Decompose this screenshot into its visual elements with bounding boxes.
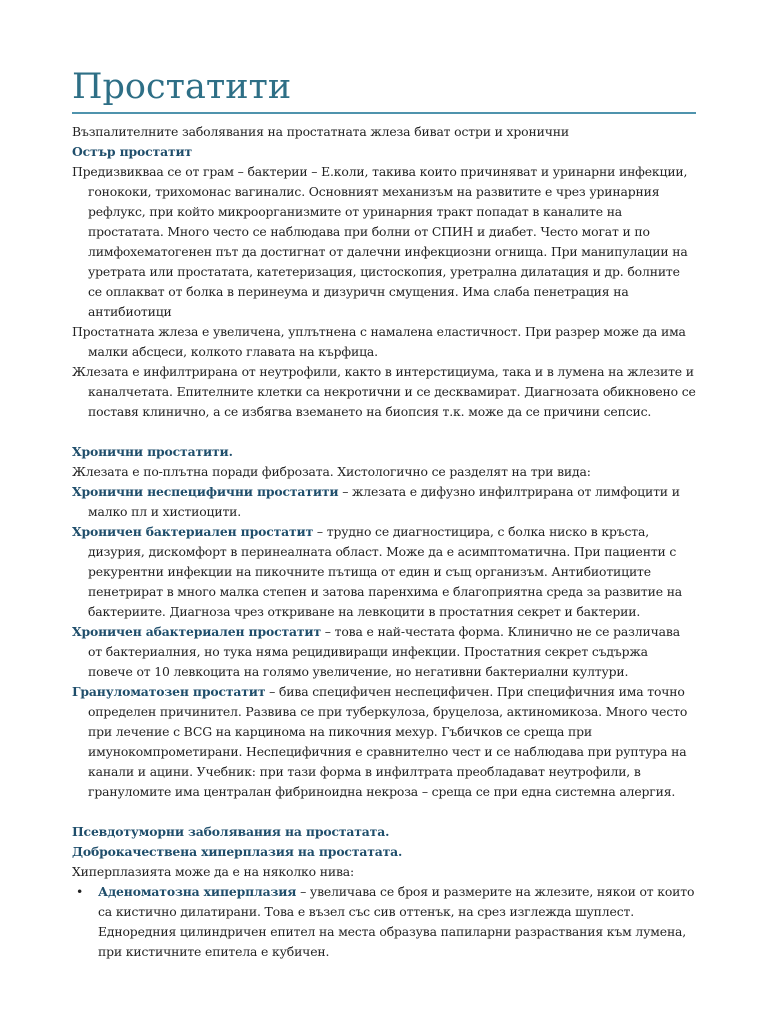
chronic-nonspecific-text: – жлезата е дифузно инфилтрирана от лимфоцити и малко пл и хистиоцити. [88,484,680,519]
chronic-abacterial-term: Хроничен абактериален простатит [72,624,321,639]
bph-intro: Хиперплазията може да е на няколко нива: [72,864,355,879]
hyperplasia-list [72,882,696,962]
granulomatous-term: Грануломатозен простатит [72,684,266,699]
intro-paragraph: Възпалителните заболявания на простатната жлеза биват остри и хронични [72,124,569,139]
chronic-intro: Жлезата е по-плътна поради фиброзата. Хистологично се разделят на три вида: [72,464,591,479]
page-title: Простатити [72,67,292,107]
section-spacer [72,422,696,442]
adenoma-term: Аденоматозна хиперплазия [98,884,297,899]
title-underline [72,112,696,114]
chronic-bacterial-paragraph [72,522,696,622]
chronic-nonspecific-paragraph [72,482,696,522]
list-item [72,882,696,962]
chronic-nonspecific-term: Хронични неспецифични простатити [72,484,339,499]
chronic-abacterial-paragraph [72,622,696,682]
acute-paragraph-3: Жлезата е инфилтрирана от неутрофили, както в интерстициума, така и в лумена на жлезите и каналчетата. Епителните клетки са некротични и се десквамират. Диагнозата обикновено се поставя клинично, а се избягва вземането на биопсия т.к. може да се причини сепсис. [72,364,696,419]
acute-heading: Остър простатит [72,144,193,159]
document-page [72,62,696,962]
pseudotumor-heading: Псевдотуморни заболявания на простатата. [72,824,390,839]
chronic-abacterial-text: – това е най-честата форма. Клинично не се различава от бактериалния, но тука няма рецидивиращи инфекции. Простатния секрет съдържа повече от 10 левкоцита на голямо увеличение, но негативни бактериални култури. [88,624,680,679]
chronic-bacterial-text: – трудно се диагностицира, с болка ниско в кръста, дизурия, дискомфорт в перинеалната област. Може да е асимптоматична. При пациенти с рекурентни инфекции на пикочните пътища от един и същ организъм. Антибиотиците пенетрират в много малка степен и затова паренхима е благоприятна среда за развитие на бактериите. Диагноза чрез откриване на левкоцити в простатния секрет и бактерии. [88,524,683,619]
acute-paragraph-1: Предизвикваа се от грам – бактерии – Е.коли, такива които причиняват и уринарни инфекции, гонококи, трихомонас вагиналис. Основният механизъм на развитите е чрез уринарния рефлукс, при който микроорганизмите от уринарния тракт попадат в каналите на простатата. Много често се наблюдава при болни от СПИН и диабет. Често могат и по лимфохематогенен път да достигнат от далечни инфекциозни огнища. При манипулации на уретрата или простатата, катетеризация, цистоскопия, уретрална дилатация и др. болните се оплакват от болка в перинеума и дизуричн смущения. Има слаба пенетрация на антибиотици [72,164,688,319]
granulomatous-text: – бива специфичен неспецифичен. При специфичния има точно определен причинител. Развива се при туберкулоза, бруцелоза, актиномикоза. Много често при лечение с BCG на карцинома на пикочния мехур. Гъбичков се среща при имунокомпрометирани. Неспецифичния е сравнително чест и се наблюдава при руптура на канали и ацини. Учебник: при тази форма в инфилтрата преобладават неутрофили, в грануломите има централан фибриноидна некроза – среща се при една системна алергия. [88,684,688,799]
granulomatous-paragraph [72,682,696,802]
section-spacer-2 [72,802,696,822]
bph-heading: Доброкачествена хиперплазия на простатата. [72,844,403,859]
chronic-bacterial-term: Хроничен бактериален простатит [72,524,314,539]
adenoma-text: – увеличава се броя и размерите на жлезите, някои от които са кистично дилатирани. Това е възел със сив оттенък, на срез изглежда шуплест. Еднoредния цилиндричен епител на места образува папиларни разраствания към лумена, при кистичните епитела е кубичен. [98,884,695,959]
acute-paragraph-2: Простатната жлеза е увеличена, уплътнена с намалена еластичност. При разрер може да има малки абсцеси, колкото главата на кърфица. [72,324,686,359]
chronic-heading: Хронични простатити. [72,444,233,459]
bullet-icon: • [76,884,84,899]
